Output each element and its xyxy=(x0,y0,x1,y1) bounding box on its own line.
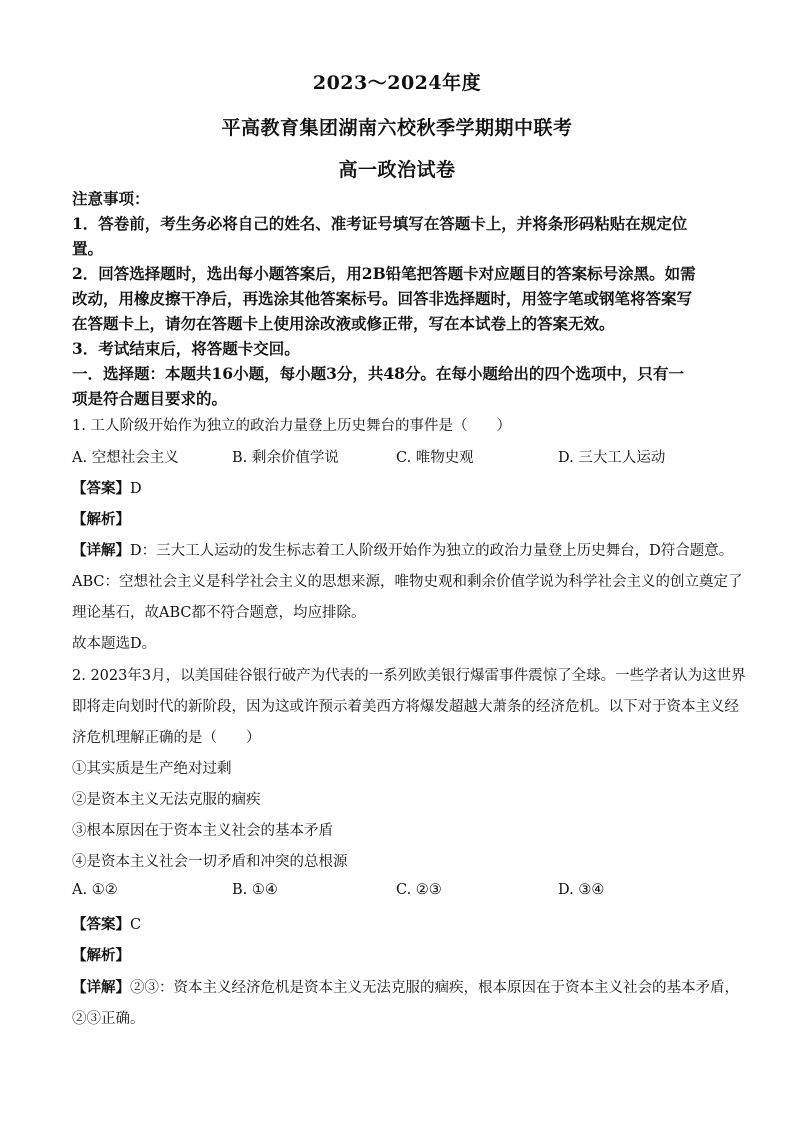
notice-item-3: 3．考试结束后，将答题卡交回。 xyxy=(72,339,300,358)
q1-answer-label: 【答案】 xyxy=(72,480,130,497)
q1-detail-line-1 xyxy=(72,539,734,560)
q2-item-1: ①其实质是生产绝对过剩 xyxy=(72,761,232,777)
q2-item-3: ③根本原因在于资本主义社会的基本矛盾 xyxy=(72,823,333,839)
exam-subject-title: 高一政治试卷 xyxy=(338,159,456,181)
q2-item-4: ④是资本主义社会一切矛盾和冲突的总根源 xyxy=(72,854,348,870)
q1-option-b: B. 剩余价值学说 xyxy=(232,450,339,466)
q2-detail-line-2: ②③正确。 xyxy=(72,1011,145,1027)
section-heading-line-2: 项是符合题目要求的。 xyxy=(72,389,228,408)
q2-option-d: D. ③④ xyxy=(558,882,605,898)
q2-stem-line-3: 济危机理解正确的是（ ） xyxy=(72,730,261,746)
q1-option-a: A. 空想社会主义 xyxy=(72,450,179,466)
notice-item-1-line-2: 置。 xyxy=(72,239,104,258)
notice-item-1-line-1: 1．答卷前，考生务必将自己的姓名、准考证号填写在答题卡上，并将条形码粘贴在规定位 xyxy=(72,214,688,233)
notice-item-2-line-2: 改动，用橡皮擦干净后，再选涂其他答案标号。回答非选择题时，用签字笔或钢笔将答案写 xyxy=(72,289,693,308)
q2-detail-line-1 xyxy=(72,976,739,997)
q2-answer-label: 【答案】 xyxy=(72,916,130,933)
q1-detail-label: 【详解】 xyxy=(72,542,130,559)
notice-item-2-line-3: 在答题卡上，请勿在答题卡上使用涂改液或修正带，写在本试卷上的答案无效。 xyxy=(72,314,615,333)
exam-year-title: 2023～2024年度 xyxy=(312,72,482,94)
q2-stem-line-1: 2. 2023年3月，以美国硅谷银行破产为代表的一系列欧美银行爆雷事件震惊了全球。一些学者认为这世界 xyxy=(72,668,746,684)
q2-analysis-label: 【解析】 xyxy=(72,947,130,964)
q2-stem-line-2: 即将走向划时代的新阶段，因为这或许预示着美西方将爆发超越大萧条的经济危机。以下对于资本主义经 xyxy=(72,699,739,715)
q2-option-a: A. ①② xyxy=(72,882,118,898)
q2-detail-label: 【详解】 xyxy=(72,979,130,996)
q1-stem: 1. 工人阶级开始作为独立的政治力量登上历史舞台的事件是（ ） xyxy=(72,418,511,434)
exam-name-title: 平高教育集团湖南六校秋季学期期中联考 xyxy=(221,117,573,139)
q1-detail-line-2: ABC：空想社会主义是科学社会主义的思想来源，唯物史观和剩余价值学说为科学社会主义的创立奠定了 xyxy=(72,574,743,590)
q2-option-c: C. ②③ xyxy=(396,882,442,898)
q1-answer-value: D xyxy=(130,481,142,497)
notice-heading: 注意事项： xyxy=(72,189,150,208)
q2-detail-text-1: ②③：资本主义经济危机是资本主义无法克服的痼疾，根本原因在于资本主义社会的基本矛盾， xyxy=(130,980,739,996)
q2-answer-row xyxy=(72,913,722,934)
q2-option-b: B. ①④ xyxy=(232,882,278,898)
notice-item-2-line-1: 2．回答选择题时，选出每小题答案后，用2B铅笔把答题卡对应题目的答案标号涂黑。如需 xyxy=(72,264,696,283)
q1-answer-row xyxy=(72,477,722,498)
q1-option-c: C. 唯物史观 xyxy=(396,450,474,466)
q2-answer-value: C xyxy=(130,917,142,933)
q1-conclusion: 故本题选D。 xyxy=(72,636,157,652)
q2-item-2: ②是资本主义无法克服的痼疾 xyxy=(72,792,261,808)
q1-analysis-label: 【解析】 xyxy=(72,511,130,528)
q1-option-d: D. 三大工人运动 xyxy=(558,450,666,466)
section-heading-line-1: 一．选择题：本题共16小题，每小题3分，共48分。在每小题给出的四个选项中，只有一 xyxy=(72,364,684,383)
q1-detail-line-3: 理论基石，故ABC都不符合题意，均应排除。 xyxy=(72,605,366,621)
q1-detail-text-1: D：三大工人运动的发生标志着工人阶级开始作为独立的政治力量登上历史舞台，D符合题意。 xyxy=(130,543,734,559)
